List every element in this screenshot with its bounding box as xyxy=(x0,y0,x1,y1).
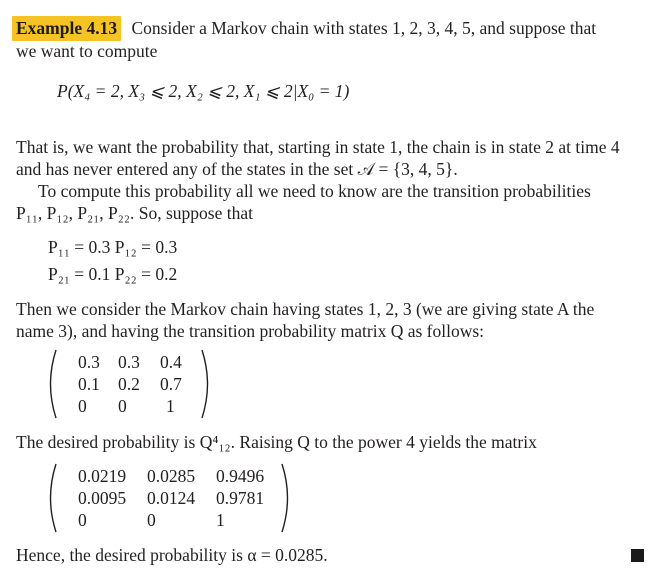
matrix-q-cell: 0.1 xyxy=(78,374,100,394)
right-paren-icon xyxy=(200,348,214,420)
end-of-proof-icon xyxy=(631,549,644,562)
example-intro-continued: we want to compute xyxy=(16,41,158,61)
transition-probs-row-1: P₁₁ = 0.3 P₁₂ = 0.3 xyxy=(48,237,178,257)
matrix-q4-cell: 1 xyxy=(216,510,225,530)
matrix-q-cell: 0 xyxy=(118,396,127,416)
matrix-q-cell: 0.2 xyxy=(118,374,140,394)
left-paren-icon xyxy=(44,348,58,420)
matrix-q-cell: 0.3 xyxy=(78,352,100,372)
matrix-q4-cell: 0.9496 xyxy=(216,466,265,486)
matrix-q xyxy=(44,348,214,420)
matrix-q4-cell: 0.9781 xyxy=(216,488,265,508)
matrix-q4-cell: 0.0219 xyxy=(78,466,127,486)
matrix-q-cell: 0 xyxy=(78,396,87,416)
right-paren-icon xyxy=(280,462,294,534)
probability-formula: P(X₄ = 2, X₃ ⩽ 2, X₂ ⩽ 2, X₁ ⩽ 2|X₀ = 1) xyxy=(57,81,350,101)
matrix-q4-cell: 0.0124 xyxy=(147,488,196,508)
paragraph-2-line-2: P₁₁, P₁₂, P₂₁, P₂₂. So, suppose that xyxy=(16,203,253,223)
transition-probs-row-2: P₂₁ = 0.1 P₂₂ = 0.2 xyxy=(48,264,178,284)
paragraph-3-line-2: name 3), and having the transition probability matrix Q as follows: xyxy=(16,321,485,341)
matrix-q-cell: 0.3 xyxy=(118,352,140,372)
paragraph-3-line-1: Then we consider the Markov chain having states 1, 2, 3 (we are giving state A the xyxy=(16,299,595,319)
matrix-q4 xyxy=(44,462,294,534)
left-paren-icon xyxy=(44,462,58,534)
paragraph-1-line-1: That is, we want the probability that, starting in state 1, the chain is in state 2 at time 4 xyxy=(16,137,620,157)
matrix-q-cell: 0.7 xyxy=(160,374,182,394)
example-intro: Consider a Markov chain with states 1, 2, 3, 4, 5, and suppose that xyxy=(131,18,597,38)
paragraph-2-line-1: To compute this probability all we need to know are the transition probabilities xyxy=(38,181,591,201)
paragraph-1-line-2: and has never entered any of the states in the set 𝒜 = {3, 4, 5}. xyxy=(16,159,458,179)
example-tag: Example 4.13 xyxy=(12,16,121,41)
matrix-q4-cell: 0.0095 xyxy=(78,488,127,508)
matrix-q-cell: 1 xyxy=(166,396,175,416)
matrix-q4-cell: 0.0285 xyxy=(147,466,196,486)
paragraph-5: Hence, the desired probability is α = 0.0285. xyxy=(16,545,328,565)
matrix-q-cell: 0.4 xyxy=(160,352,182,372)
matrix-q4-cell: 0 xyxy=(147,510,156,530)
matrix-q4-cell: 0 xyxy=(78,510,87,530)
paragraph-4: The desired probability is Q⁴₁₂. Raising Q to the power 4 yields the matrix xyxy=(16,432,537,452)
example-heading-line xyxy=(16,16,596,41)
